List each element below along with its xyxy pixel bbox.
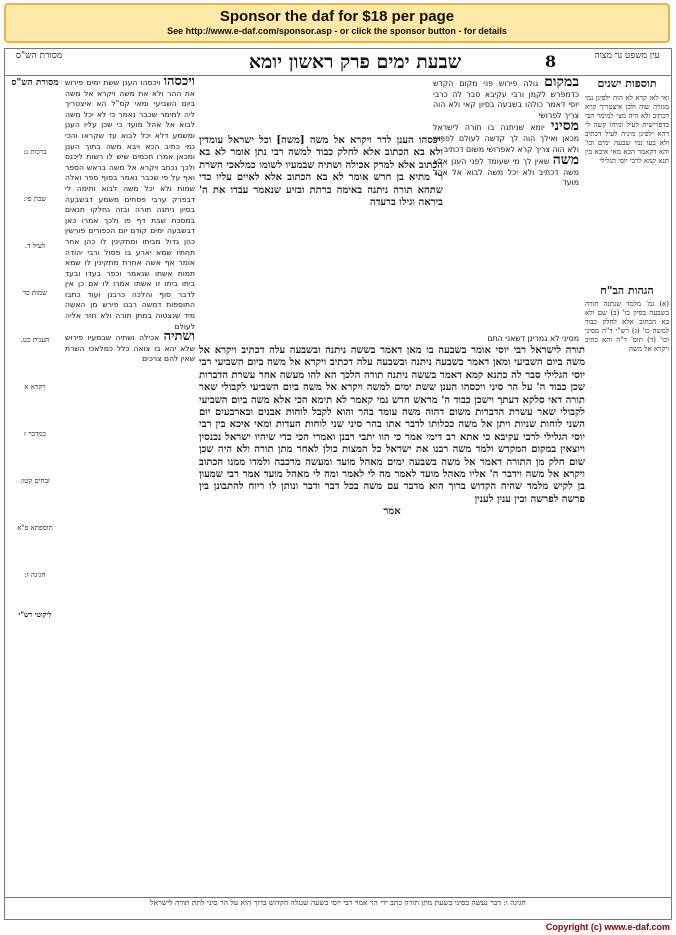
masoret-title: מסורת הש"ס <box>11 78 59 88</box>
masoret-ref: שמות כד <box>22 289 48 297</box>
side-column-left <box>7 77 63 892</box>
gemara-main-paragraph: תורה לישראל רבי יוסי אומר בשבעה בו מאן דאמר בששה ניתנה ובשבעה עלה דכתיב ויקרא אל משה ביום השביעי ומאן דאמר בשבעה ניתנה ובשבעה עלה דכתיב ויקרא אל משה ביום השביעי רבי יוסי הגלילי סבר לה כתנא קמא דאמר בששה ניתנה תורה הלכך הא להו מעשה אחר עשרת הדברות שכן כבוד ה' על הר סיני ויכסהו הענן ששת ימים למשה ויקרא אל משה ביום השביעי לקבולי שאר תורה דאי סלקא דעתך וישכן כבוד ה' מראש חדש נמי קאמר לא תימא הכי אלא משה ביום השביעי לקבולי שאר עשרת הדברות משום דהוה משה עומד בהר והוא לקבל לוחות אבנים ובארבעים יום השני לוחות שניות ויתן אל משה ככלותו לדבר אתו בהר סיני שני לוחות העדות ומאי איכא בין רבי יוסי הגלילי לרבי עקיבא כי אתא רב דימי אמר כי הוו יתבי רבנן ואמרי הכי כדי שיהיו ישראל נכנסין ויוצאין במקום המקדש ולמד משה רבנו את ישראל כל המצות כולן לאחר מתן תורה ולא היה שכן שום חלק מן התורה דאמר אל משה בשבעה ימים מאהל מועד ומעשה מרכבה ולמדו ממנו הכתוב ויקרא אל משה וידבר ה' אליו מאהל מועד לאמר מה לי לאמר ומה לי מאהל מועד אמר רבי שמעון בן לקיש מלמד שהיה הקדוש ברוך הוא מדבר עם משה בכל דבר ודבר ונותן לו ריוח להתבונן בין פרשה לפרשה ובין ענין לענין <box>199 345 585 505</box>
tosafot-text-1: ויכסהו הענן ששת ימים פירוש את ההר ולא את משה ויקרא אל משה ביום השביעי ומאי קמ"ל הא איצטריך ליה למימר שכבר נאמר כי לא יכל משה לבוא אל אהל מועד כי שכן עליו הענן ומשמע דלא יכל לבוא עד שקראו והכי נמי כתיב הכא ויבא משה בתוך הענן ומכאן אמרו חכמים שיש לו רשות ליכנס ולכך נכתב ויקרא אל משה בראש הספר ואף על פי שכבר נאמר בסוף ספר ואלה שמות ולא יכל משה לבוא ותימה לי דבפרק ערבי פסחים משמע דבשבעה בסיון ניתנה תורה ובזה נחלקו תנאים במסכת שבת דף פו ולכך אמרו כאן דבשבעה ימים קודם יום הכפורים פורשין כהן גדול מביתו ומתקינין לו כהן אחר תחתיו שמא יארע בו פסול ורבי יהודה אומר אף אשה אחרת מתקינין לו שמא תמות אשתו שנאמר וכפר בעדו ובעד ביתו ביתו זו אשתו אמרו לו אם כן אין לדבר סוף והלכה כרבנן ועוד כתבו התוספות דמשה רבנו פירש מן האשה מיד שנצטוה במתן תורה ולא חזר אליה לעולם <box>65 78 195 331</box>
rashi-text-2: יומא שניתנה בו תורה לישראל מכאן ואילך הוה לך קדשה לעולם לפרוש ולא הוה צריך קרא לאפרושי משום דכתיב <box>433 123 579 154</box>
page-number: 8 <box>545 52 557 71</box>
rashi-dibbur-2: מסיני <box>550 118 579 135</box>
page-header <box>5 49 671 76</box>
copyright-link[interactable]: Copyright (c) www.e-daf.com <box>545 922 670 932</box>
masoret-references <box>7 148 63 580</box>
ein-mishpat-heading: עין משפט נר מצוה <box>594 51 660 61</box>
rashi-dibbur-3: משה <box>552 152 579 169</box>
rashi-dibbur-1: במקום <box>544 77 579 90</box>
gemara-text-main <box>199 345 585 815</box>
tosafot-dibbur-2: ושתיה <box>163 329 195 345</box>
masoret-ref: תוספתא פ"א <box>17 524 53 532</box>
rashi-lower-text: מסיני לא גמרינן דשאני התם <box>487 334 579 343</box>
page-title: שבעת ימים פרק ראשון יומא <box>248 51 462 73</box>
side-column-right <box>585 77 669 877</box>
likutei-rashi-label: ליקוטי רש"י <box>18 610 52 619</box>
masoret-ref: שבת פו: <box>23 195 47 203</box>
hagahot-text: (א) גמ' מלמד שנתנה תורה בשבעה בסיון כו' (ב) שם ולא בא הכתוב אלא לחלק כבוד למשה כו' (ג) רש"י ד"ה מסיני וכו' (ד) תוס' ד"ה והא כתיב ויקרא אל משה <box>585 300 669 354</box>
rashi-text-3: שאין לך מי שעומד לפני הענן אלא משה דכתיב ולא יכל משה לבוא אל אהל מועד <box>433 157 579 188</box>
hagahot-title: הגהות הב"ח <box>600 283 654 297</box>
masoret-ref: לעיל ד. <box>24 242 46 250</box>
gemara-text-top <box>199 135 443 345</box>
rashi-commentary <box>433 77 579 327</box>
sponsor-banner[interactable] <box>4 3 670 43</box>
rashi-text-1: גולה פירוש פני מקום הקדש כדמפרש לקמן ורבי עקיבא סבר לה כרבי יוסי דאמר כולהו בשבעה בסיון קאי ולא הוה צריך לפרושי <box>433 79 579 120</box>
tosafot-text-2: אכילה ושתיה שבמעיו פירוש שלא יהא בו צואה כלל כמלאכי השרת שאין להם צרכים <box>65 333 195 364</box>
footer-text: חגיגה ו: דבר נעשה בסיני בשעת מתן תורה כתב ידי הר אמר רבי יוסי בשעה שנגלה הקדוש ברוך הוא על הר סיני לתת תורה לישראל <box>150 898 526 907</box>
tosafot-yeshanim-text: ואי לאו קרא לא הוה ילפינן נמי מגזרה שוה ולכן איצטריך קרא דכתיב ולא היה מצי למימר הכי כדפרישית לעיל ומיהו קשה לי דהא ילפינן מיניה לעיל דכתיב ולא בעו נמי שבעה ימים וכו' והא דקאמר הכא מאי איכא בין תנא קמא לרבי יוסי הגלילי <box>585 93 669 165</box>
masoret-ref: זבחים קטו: <box>19 477 51 485</box>
talmud-page <box>4 48 672 920</box>
sponsor-banner-subtitle: See http://www.e-daf.com/sponsor.asp - or click the sponsor button - for details <box>167 26 507 36</box>
tosafot-dibbur-1: ויכסהו <box>163 77 195 89</box>
tosafot-yeshanim-title: תוספות ישנים <box>597 77 657 90</box>
masoret-ref: ויקרא א <box>24 383 46 391</box>
gemara-top-paragraph: ויכסהו הענן לדר ויקרא אל משה [משה] וכל ישראל עומדין ולא בא הכתוב אלא לחלק כבוד למשה רבי נתן אומר לא בא הכתוב אלא למרק אכילה ושתיה שבמעיו לשומו כמלאכי השרת ר' מתיא בן חרש אומר לא בא הכתוב אלא לאיים עליו כדי שתהא תורה ניתנה באימה ברתת ובזיע שנאמר עבדו את ה' ביראה וגילו ברעדה <box>199 135 443 209</box>
sponsor-banner-title: Sponsor the daf for $18 per page <box>219 8 455 25</box>
masoret-ref: במדבר ז <box>24 430 46 438</box>
tosafot-commentary <box>65 77 195 892</box>
masoret-ref: חגיגה ו: <box>24 571 46 579</box>
masoret-ref: תענית כט. <box>20 336 50 344</box>
page-footer <box>5 897 671 920</box>
masoret-ref: ברכות נ: <box>23 148 47 156</box>
gemara-end-word: אמר <box>383 506 401 518</box>
masoret-heading: מסורת הש"ס <box>15 51 63 61</box>
